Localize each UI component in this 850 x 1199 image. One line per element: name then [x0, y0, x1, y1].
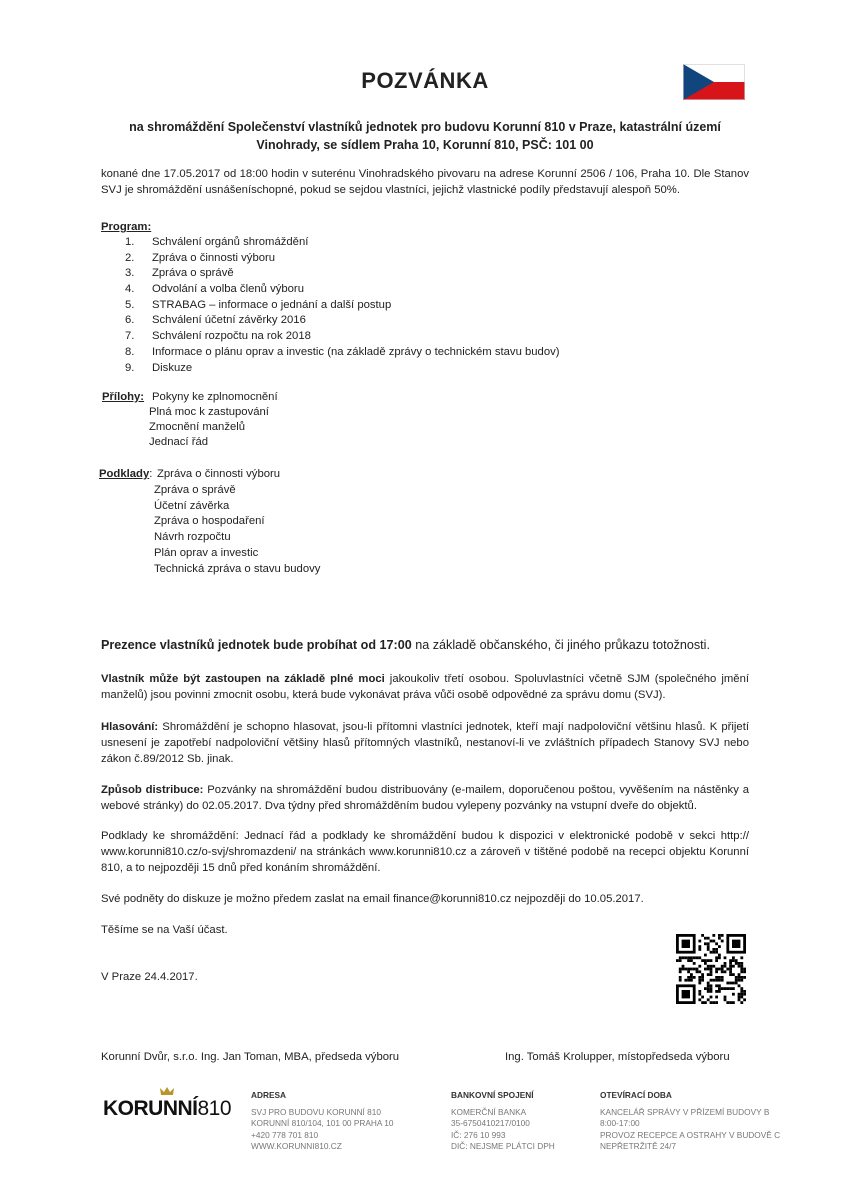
document-item: Zpráva o správě	[154, 484, 236, 496]
footer-address: ADRESA SVJ PRO BUDOVU KORUNNÍ 810 KORUNNÍ 810/104, 101 00 PRAHA 10 +420 778 701 810 WWW.KORUNNI810.CZ	[251, 1090, 394, 1151]
attachment-item: Pokyny ke zplnomocnění	[152, 391, 278, 403]
closing-line: Těšíme se na Vaší účast.	[101, 924, 228, 936]
program-heading: Program:	[101, 221, 152, 233]
attachment-item: Zmocnění manželů	[149, 421, 246, 433]
presence-notice: Prezence vlastníků jednotek bude probíhat od 17:00 na základě občanského, či jiného průkazu totožnosti.	[101, 638, 710, 652]
voting-paragraph: Hlasování: Shromáždění je schopno hlasovat, jsou-li přítomni vlastníci jednotek, kteří mají nadpoloviční většinu hlasů. K přijetí usnesení je zapotřebí nadpoloviční většiny hlasů přítomných vlastníků, nestanoví-li ve zvláštních případech Stanovy SVJ nebo zákon č.89/2012 Sb. jinak.	[101, 721, 749, 765]
document-item: Návrh rozpočtu	[154, 531, 231, 543]
documents-heading: Podklady:	[99, 468, 153, 480]
subtitle-line-1: na shromáždění Společenství vlastníků jednotek pro budovu Korunní 810 v Praze, katastrální území	[129, 120, 721, 134]
qr-code	[676, 934, 746, 1004]
program-item: 5. STRABAG – informace o jednání a další postup	[125, 298, 392, 311]
program-item: 7. Schválení rozpočtu na rok 2018	[125, 330, 311, 343]
signature-chair: Korunní Dvůr, s.r.o. Ing. Jan Toman, MBA, předseda výboru	[101, 1051, 400, 1063]
program-item: 6. Schválení účetní závěrky 2016	[125, 314, 306, 327]
attachment-item: Jednací řád	[149, 436, 209, 448]
intro-paragraph: konané dne 17.05.2017 od 18:00 hodin v suterénu Vinohradského pivovaru na adrese Korunní 2506 / 106, Praha 10. Dle Stanov SVJ je shromáždění usnášeníschopné, pokud se sejdou vlastníci, jejichž vlastnické podíly představují alespoň 50%.	[101, 168, 749, 196]
program-list	[125, 234, 560, 375]
materials-paragraph: Podklady ke shromáždění: Jednací řád a podklady ke shromáždění budou k dispozici v elektronické podobě v sekci http:// www.korunni810.cz/o-svj/shromazdeni/ na stránkách www.korunni810.cz a zároveň v tištěné podobě na recepci objektu Korunní 810, a to nejpozději 15 dnů před konáním shromáždění.	[101, 830, 749, 874]
program-item: 9. Diskuze	[125, 361, 193, 374]
korunni-logo: KORUNNÍ810	[103, 1097, 232, 1120]
footer-bank: BANKOVNÍ SPOJENÍ KOMERČNÍ BANKA 35-6750410217/0100 IČ: 276 10 993 DIČ: NEJSME PLÁTCI DPH	[451, 1090, 555, 1151]
subtitle-line-2: Vinohrady, se sídlem Praha 10, Korunní 810, PSČ: 101 00	[256, 138, 594, 152]
program-item: 4. Odvolání a volba členů výboru	[125, 283, 304, 296]
attachments-heading: Přílohy:	[102, 391, 145, 403]
program-item: 2. Zpráva o činnosti výboru	[125, 251, 276, 264]
document-item: Technická zpráva o stavu budovy	[154, 563, 321, 575]
document-item: Účetní závěrka	[154, 500, 230, 512]
document-item: Zpráva o činnosti výboru	[157, 468, 281, 480]
crown-icon	[160, 1087, 174, 1096]
proxy-paragraph: Vlastník může být zastoupen na základě plné moci jakoukoliv třetí osobou. Spoluvlastníci včetně SJM (společného jmění manželů) jsou povinni zmocnit osobu, která bude vykonávat práva vůči osobě odpovědné za správu domu (SVJ).	[101, 673, 749, 701]
suggestions-paragraph: Své podněty do diskuze je možno předem zaslat na email finance@korunni810.cz nejpozději do 10.05.2017.	[101, 893, 644, 905]
subtitle	[100, 118, 750, 154]
document-item: Zpráva o hospodaření	[154, 515, 265, 527]
program-item: 3. Zpráva o správě	[125, 267, 234, 280]
document-title: POZVÁNKA	[361, 68, 489, 93]
distribution-paragraph: Způsob distribuce: Pozvánky na shromáždění budou distribuovány (e-mailem, doporučenou poštou, vyvěšením na nástěnky a webové stránky) do 02.05.2017. Dva týdny před shromážděním budou vylepeny pozvánky na vstupní dveře do objektů.	[101, 784, 749, 812]
footer-hours: OTEVÍRACÍ DOBA KANCELÁŘ SPRÁVY V PŘÍZEMÍ BUDOVY B 8:00-17:00 PROVOZ RECEPCE A OSTRAHY V BUDOVĚ C NEPŘETRŽITĚ 24/7	[600, 1090, 781, 1151]
place-date: V Praze 24.4.2017.	[101, 971, 198, 983]
document-item: Plán oprav a investic	[154, 547, 259, 559]
program-item: 8. Informace o plánu oprav a investic (na základě zprávy o technickém stavu budov)	[125, 345, 560, 358]
program-item: 1. Schválení orgánů shromáždění	[125, 236, 309, 248]
czech-flag	[683, 64, 745, 100]
attachment-item: Plná moc k zastupování	[149, 406, 269, 418]
signature-vice-chair: Ing. Tomáš Krolupper, místopředseda výboru	[505, 1051, 730, 1063]
